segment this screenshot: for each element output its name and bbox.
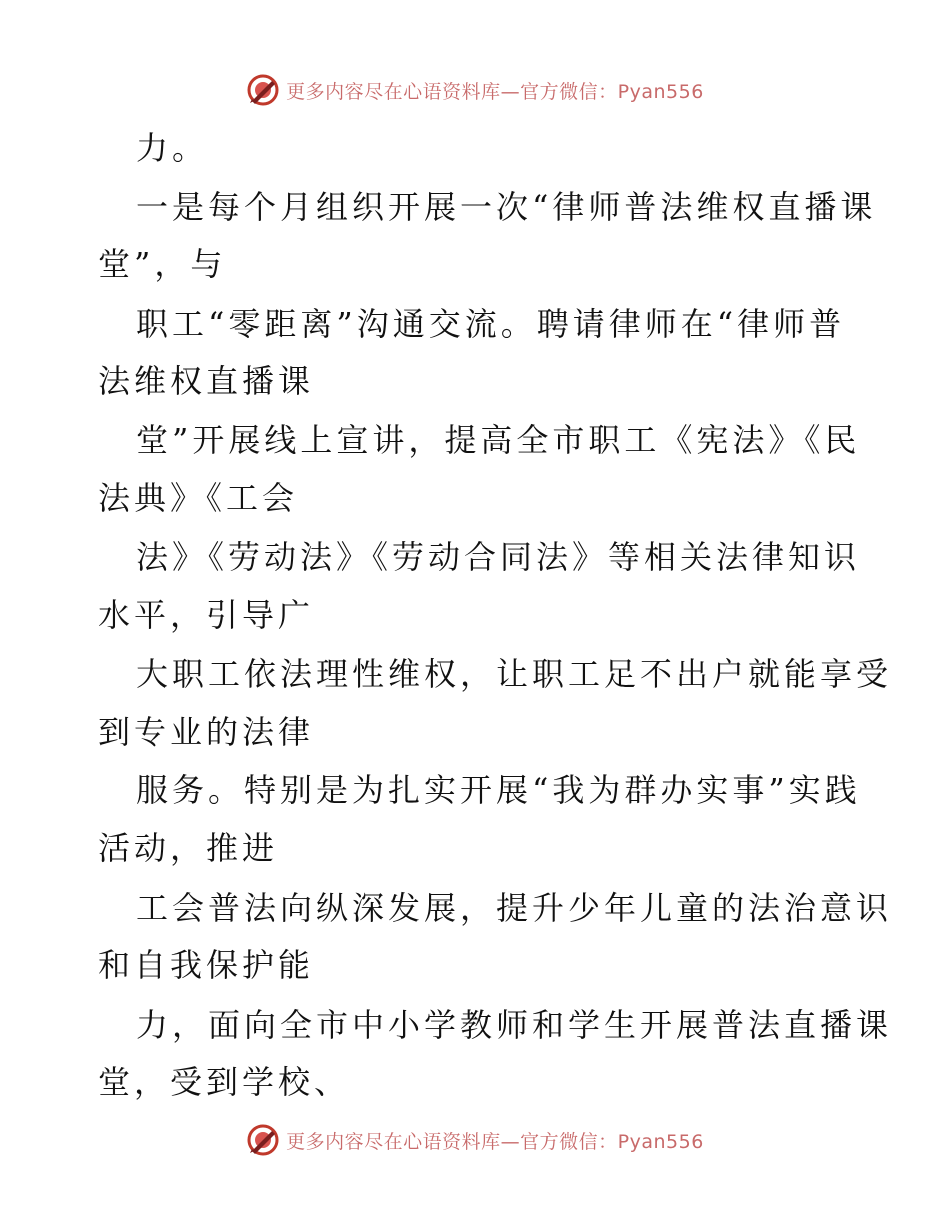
text-line-11: 到专业的法律 bbox=[98, 713, 315, 751]
text-line-2: 一是每个月组织开展一次“律师普法维权直播课 bbox=[136, 188, 877, 226]
text-line-8: 法》《劳动法》《劳动合同法》等相关法律知识 bbox=[136, 538, 861, 576]
header-banner-text: 更多内容尽在心语资料库—官方微信：Pyan556 bbox=[286, 80, 704, 103]
text-line-12: 服务。特别是为扎实开展“我为群办实事”实践 bbox=[136, 771, 861, 809]
text-line-13: 活动，推进 bbox=[98, 829, 279, 867]
text-line-16: 力，面向全市中小学教师和学生开展普法直播课 bbox=[136, 1006, 893, 1044]
pen-logo-icon bbox=[246, 73, 280, 107]
text-line-3: 堂”，与 bbox=[98, 245, 227, 283]
text-line-4: 职工“零距离”沟通交流。聘请律师在“律师普 bbox=[136, 305, 846, 343]
text-line-6: 堂”开展线上宣讲，提高全市职工《宪法》《民 bbox=[136, 421, 861, 459]
text-line-7: 法典》《工会 bbox=[98, 479, 299, 517]
text-line-1: 力。 bbox=[136, 129, 209, 167]
header-banner bbox=[0, 70, 950, 110]
text-line-14: 工会普法向纵深发展，提升少年儿童的法治意识 bbox=[136, 889, 893, 927]
text-line-9: 水平，引导广 bbox=[98, 596, 315, 634]
text-line-15: 和自我保护能 bbox=[98, 946, 315, 984]
text-line-10: 大职工依法理性维权，让职工足不出户就能享受 bbox=[136, 655, 893, 693]
text-line-5: 法维权直播课 bbox=[98, 362, 315, 400]
footer-banner bbox=[0, 1120, 950, 1160]
text-line-17: 堂，受到学校、 bbox=[98, 1063, 351, 1101]
pen-logo-icon bbox=[246, 1123, 280, 1157]
footer-banner-text: 更多内容尽在心语资料库—官方微信：Pyan556 bbox=[286, 1130, 704, 1153]
